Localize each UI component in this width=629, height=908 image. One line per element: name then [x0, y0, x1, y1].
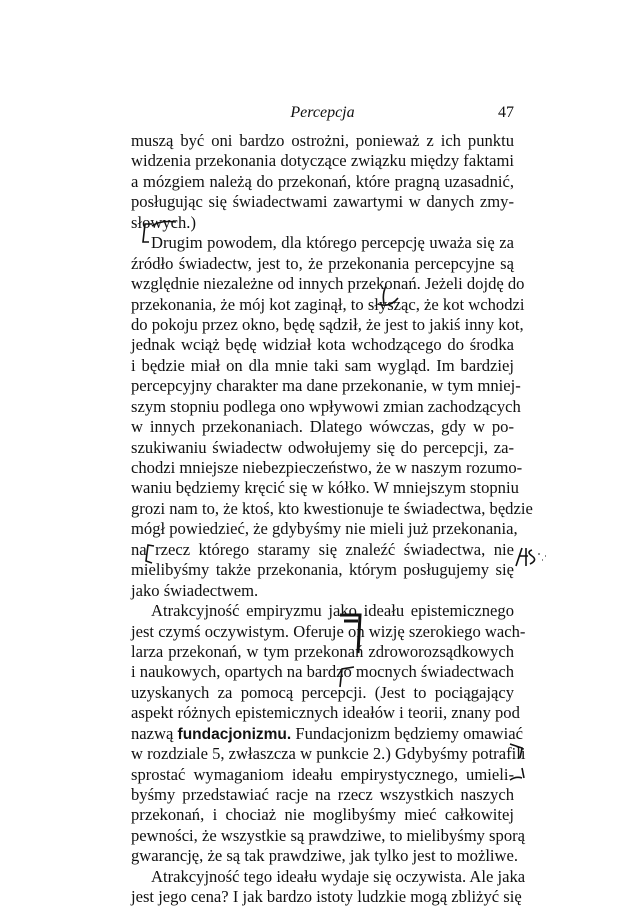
bracket-mark-icon [142, 543, 158, 567]
text-line: waniu będziemy kręcić się w kółko. W mniejszym stopniu [131, 478, 519, 498]
text-line: szym stopniu podlega ono wpływowi zmian zachodzących [131, 396, 521, 416]
text-line: jednak wciąż będę widział kota wchodzącego do środka [131, 335, 514, 355]
bracket-mark-icon [376, 284, 406, 306]
text-line: gwarancję, że są tak prawdziwe, jak tylko jest to możliwe. [131, 846, 519, 866]
text-line: byśmy przedstawiać racje na rzecz wszystkich naszych [131, 785, 514, 804]
body-text [131, 131, 533, 908]
text-line: słowych.) [131, 212, 196, 232]
text-line: aspekt różnych epistemicznych ideałów i teorii, znany pod [131, 703, 520, 723]
paragraph-start: Drugim powodem, dla którego percepcję uważa się za [151, 233, 514, 253]
bracket-mark-icon [338, 611, 364, 657]
text-line: szukiwaniu świadectw odwołujemy się do percepcji, za- [131, 437, 514, 457]
text-line: jest czymś oczywistym. Oferuje on wizję szerokiego wach- [131, 621, 526, 641]
text-line: uzyskanych za pomocą percepcji. (Jest to pociągający [131, 682, 514, 702]
dash-mark-icon [508, 774, 524, 784]
text-line: jest jego cena? I jak bardzo istoty ludzkie mogą zbliżyć się [131, 887, 522, 907]
text-line: sprostać wymaganiom ideału empirystycznego, umieli- [131, 764, 514, 784]
text-line: posługując się świadectwami zawartymi w danych zmy- [131, 192, 514, 212]
page-header [131, 104, 514, 124]
page-number: 47 [498, 104, 514, 121]
text-line: do pokoju przez okno, będę sądził, że jest to jakiś inny kot, [131, 314, 524, 334]
text-line: muszą być oni bardzo ostrożni, ponieważ z ich punktu [131, 131, 514, 150]
text-line: w rozdziale 5, zwłaszcza w punkcie 2.) Gdybyśmy potrafili [131, 744, 526, 764]
text-line: źródło świadectw, jest to, że przekonania percepcyjne są [131, 253, 514, 273]
text-line: przekonania, że mój kot zaginął, to słysząc, że kot wchodzi [131, 294, 525, 314]
text-line: percepcyjny charakter ma dane przekonanie, w tym mniej- [131, 376, 521, 396]
text-line: widzenia przekonania dotyczące związku między faktami [131, 151, 514, 171]
underline-mark-icon [150, 218, 180, 228]
text-line-with-term: nazwą fundacjonizmu. Fundacjonizm będziemy omawiać [131, 723, 523, 743]
text-line: mógł powiedzieć, że gdybyśmy nie mieli już przekonania, [131, 519, 518, 539]
paragraph-start: Atrakcyjność tego ideału wydaje się oczywista. Ale jaka [151, 866, 526, 886]
paragraph-start: Atrakcyjność empiryzmu jako ideału epistemicznego [151, 601, 514, 621]
running-title: Percepcja [290, 104, 355, 121]
text-line: i będzie miał on dla mnie taki sam wygląd. Im bardziej [131, 355, 514, 375]
text-line: larza przekonań, w tym przekonań zdroworozsądkowych [131, 641, 514, 661]
text-line: grozi nam to, że ktoś, kto kwestionuje te świadectwa, będzie [131, 498, 533, 518]
text-line: w innych przekonaniach. Dlatego wówczas, gdy w po- [131, 417, 514, 437]
text-line: chodzi mniejsze niebezpieczeństwo, że w naszym rozumo- [131, 458, 523, 477]
text-line: przekonań, i chociaż nie moglibyśmy mieć całkowitej [131, 805, 514, 825]
margin-note-icon [512, 542, 552, 570]
bold-term: fundacjonizmu. [177, 725, 292, 743]
text-line: a mózgiem należą do przekonań, które pragną uzasadnić, [131, 171, 514, 191]
text-line: na rzecz którego staramy się znaleźć świadectwa, nie [131, 539, 514, 559]
text-line: względnie niezależne od innych przekonań. Jeżeli dojdę do [131, 274, 525, 294]
text-line: mielibyśmy także przekonania, którym posługujemy się [131, 560, 514, 580]
text-line: pewności, że wszystkie są prawdziwe, to mielibyśmy sporą [131, 825, 526, 845]
text-line: jako świadectwem. [131, 580, 259, 600]
text-line: i naukowych, opartych na bardzo mocnych świadectwach [131, 662, 514, 682]
bracket-mark-icon [338, 665, 358, 691]
